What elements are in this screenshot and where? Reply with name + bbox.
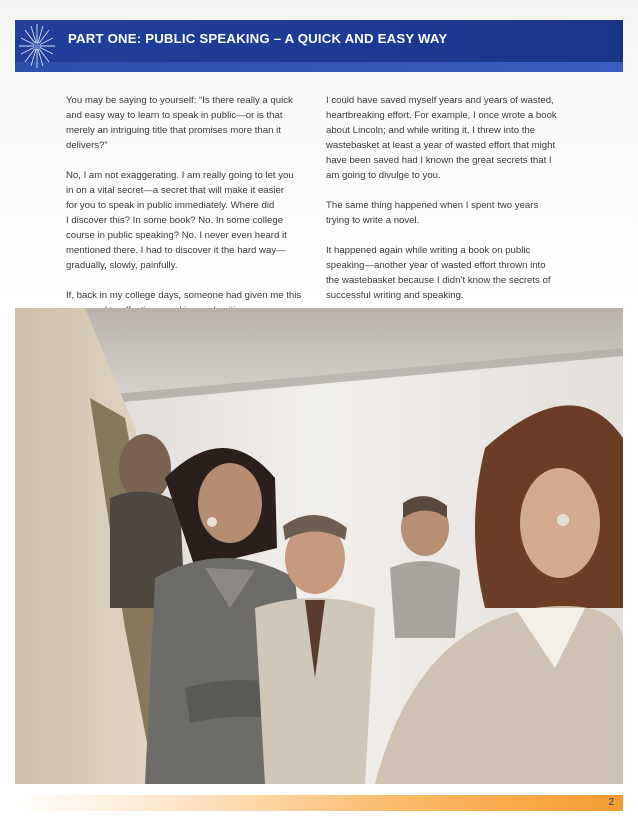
right-paragraph-3: It happened again while writing a book on public speaking—another year of wasted effort thrown into the wastebasket because I didn’t know the secrets of successful writing and speaking. [326,245,551,301]
audience-illustration [15,308,623,784]
footer-bar [15,795,623,811]
right-paragraph-2: The same thing happened when I spent two years trying to write a novel. [326,200,539,226]
left-paragraph-1: You may be saying to yourself: “Is there really a quick and easy way to learn to speak in public—or is that merely an intriguing title that promises more than it delivers?” [66,95,293,151]
page-number: 2 [608,797,614,808]
audience-photo [15,308,623,784]
header-band-shadow [15,62,623,72]
right-text-column [326,93,574,318]
right-paragraph-1: I could have saved myself years and years of wasted, heartbreaking effort. For example, I once wrote a book about Lincoln; and while writing it, I threw into the wastebasket at least a year of wasted effort that might have been saved had I known the great secrets that I am going to divulge to you. [326,95,557,181]
left-paragraph-2: No, I am not exaggerating. I am really going to let you in on a vital secret—a secret that will make it easier for you to speak in public immediately. Where did I discover this? In some book? No. In some college course in public speaking? No. I never even heard it mentioned there. I had to discover it the hard way— gradually, slowly, painfully. [66,170,294,271]
page-title: PART ONE: PUBLIC SPEAKING – A QUICK AND EASY WAY [68,31,448,46]
logo-icon [17,22,57,70]
left-text-column [66,93,314,333]
left-paragraph-3: If, back in my college days, someone had given me this [66,290,302,301]
